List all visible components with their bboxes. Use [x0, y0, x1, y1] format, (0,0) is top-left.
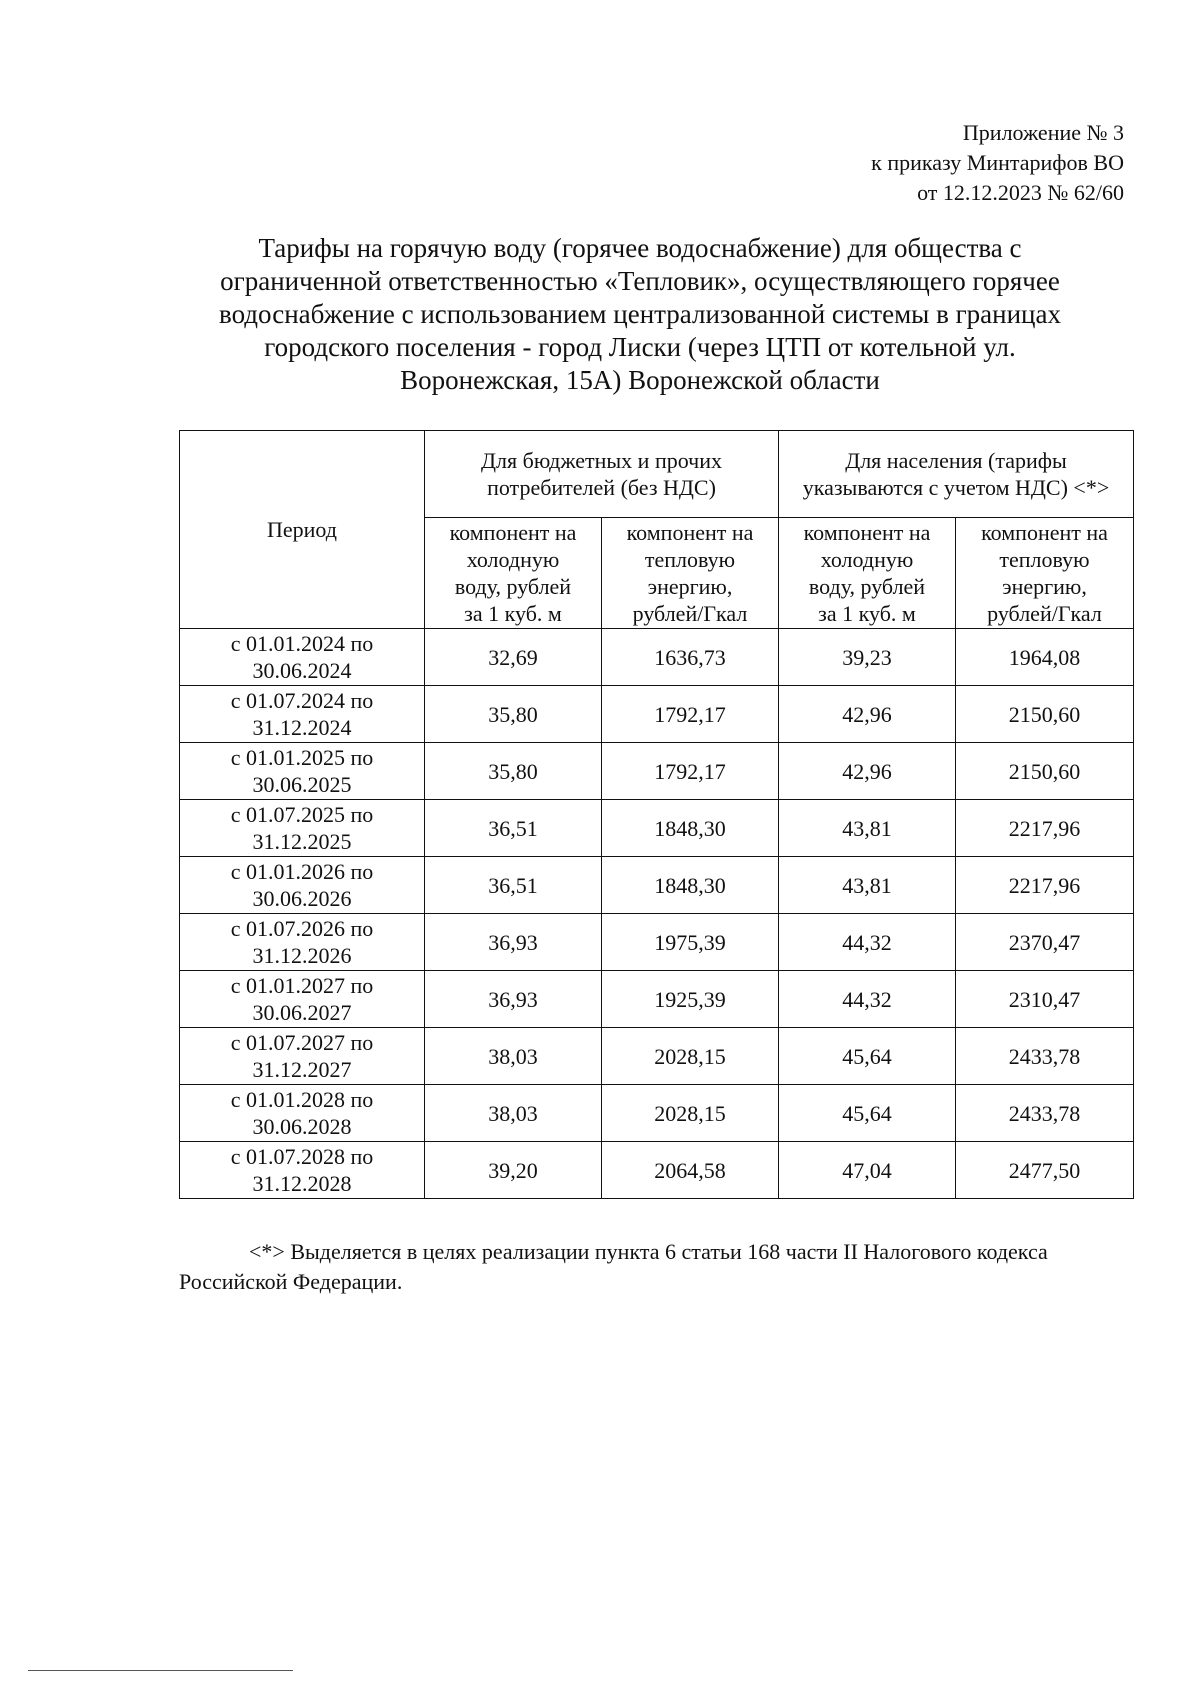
period-cell: с 01.07.2026 по 31.12.2026: [180, 914, 425, 971]
title-line: Воронежская, 15А) Воронежской области: [400, 365, 880, 395]
population-heat-energy-value: 2433,78: [956, 1028, 1134, 1085]
period-cell: с 01.01.2028 по 30.06.2028: [180, 1085, 425, 1142]
population-heat-energy-value: 2150,60: [956, 686, 1134, 743]
title-line: Тарифы на горячую воду (горячее водоснабжение) для общества с: [258, 233, 1022, 263]
budget-cold-water-value: 36,51: [425, 857, 602, 914]
population-cold-water-value: 43,81: [779, 857, 956, 914]
table-row: [180, 1028, 1134, 1085]
budget-heat-energy-value: 2064,58: [602, 1142, 779, 1199]
budget-cold-water-value: 32,69: [425, 629, 602, 686]
appendix-order-date: от 12.12.2023 № 62/60: [917, 180, 1124, 205]
table-row: [180, 800, 1134, 857]
budget-cold-water-value: 39,20: [425, 1142, 602, 1199]
appendix-number: Приложение № 3: [962, 120, 1124, 145]
period-cell: с 01.01.2027 по 30.06.2027: [180, 971, 425, 1028]
budget-heat-energy-value: 2028,15: [602, 1085, 779, 1142]
budget-cold-water-value: 38,03: [425, 1028, 602, 1085]
table-row: [180, 1085, 1134, 1142]
population-heat-energy-value: 2433,78: [956, 1085, 1134, 1142]
budget-cold-water-value: 35,80: [425, 686, 602, 743]
period-cell: с 01.07.2024 по 31.12.2024: [180, 686, 425, 743]
footnote: <*> Выделяется в целях реализации пункта 6 статьи 168 части II Налогового кодекса Российской Федерации.: [179, 1239, 1048, 1294]
period-cell: с 01.01.2026 по 30.06.2026: [180, 857, 425, 914]
period-header: Период: [180, 431, 425, 629]
table-row: [180, 629, 1134, 686]
population-cold-water-value: 44,32: [779, 971, 956, 1028]
subheader-heat-energy: компонент на тепловую энергию, рублей/Гкал: [602, 518, 779, 629]
population-cold-water-value: 47,04: [779, 1142, 956, 1199]
appendix-order-ref: к приказу Минтарифов ВО: [871, 150, 1124, 175]
budget-cold-water-value: 36,93: [425, 971, 602, 1028]
budget-cold-water-value: 36,51: [425, 800, 602, 857]
table-row: [180, 971, 1134, 1028]
budget-cold-water-value: 38,03: [425, 1085, 602, 1142]
title-line: водоснабжение с использованием централизованной системы в границах: [219, 299, 1061, 329]
population-heat-energy-value: 2150,60: [956, 743, 1134, 800]
population-cold-water-value: 42,96: [779, 686, 956, 743]
population-cold-water-value: 42,96: [779, 743, 956, 800]
period-cell: с 01.07.2027 по 31.12.2027: [180, 1028, 425, 1085]
table-row: [180, 857, 1134, 914]
table-row: [180, 914, 1134, 971]
budget-heat-energy-value: 1636,73: [602, 629, 779, 686]
budget-cold-water-value: 35,80: [425, 743, 602, 800]
budget-heat-energy-value: 2028,15: [602, 1028, 779, 1085]
document-title: [200, 232, 1080, 397]
budget-cold-water-value: 36,93: [425, 914, 602, 971]
subheader-cold-water: компонент на холодную воду, рублей за 1 куб. м: [779, 518, 956, 629]
population-cold-water-value: 45,64: [779, 1028, 956, 1085]
tariff-table: [179, 430, 1134, 1199]
population-heat-energy-value: 2217,96: [956, 857, 1134, 914]
budget-heat-energy-value: 1925,39: [602, 971, 779, 1028]
budget-heat-energy-value: 1975,39: [602, 914, 779, 971]
period-cell: с 01.01.2024 по 30.06.2024: [180, 629, 425, 686]
period-cell: с 01.07.2025 по 31.12.2025: [180, 800, 425, 857]
period-cell: с 01.07.2028 по 31.12.2028: [180, 1142, 425, 1199]
population-cold-water-value: 44,32: [779, 914, 956, 971]
budget-heat-energy-value: 1792,17: [602, 686, 779, 743]
population-heat-energy-value: 2370,47: [956, 914, 1134, 971]
title-line: ограниченной ответственностью «Тепловик», осуществляющего горячее: [220, 266, 1060, 296]
population-heat-energy-value: 2217,96: [956, 800, 1134, 857]
page-edge-line: [28, 1670, 293, 1671]
budget-consumers-header: Для бюджетных и прочих потребителей (без НДС): [425, 431, 779, 518]
population-cold-water-value: 45,64: [779, 1085, 956, 1142]
budget-heat-energy-value: 1848,30: [602, 857, 779, 914]
population-cold-water-value: 43,81: [779, 800, 956, 857]
table-row: [180, 743, 1134, 800]
population-heat-energy-value: 2310,47: [956, 971, 1134, 1028]
population-heat-energy-value: 1964,08: [956, 629, 1134, 686]
subheader-heat-energy: компонент на тепловую энергию, рублей/Гкал: [956, 518, 1134, 629]
appendix-reference: [871, 118, 1124, 208]
population-heat-energy-value: 2477,50: [956, 1142, 1134, 1199]
table-row: [180, 1142, 1134, 1199]
budget-heat-energy-value: 1848,30: [602, 800, 779, 857]
title-line: городского поселения - город Лиски (через ЦТП от котельной ул.: [264, 332, 1016, 362]
period-cell: с 01.01.2025 по 30.06.2025: [180, 743, 425, 800]
budget-heat-energy-value: 1792,17: [602, 743, 779, 800]
population-cold-water-value: 39,23: [779, 629, 956, 686]
table-row: [180, 686, 1134, 743]
subheader-cold-water: компонент на холодную воду, рублей за 1 куб. м: [425, 518, 602, 629]
population-header: Для населения (тарифы указываются с учетом НДС) <*>: [779, 431, 1134, 518]
